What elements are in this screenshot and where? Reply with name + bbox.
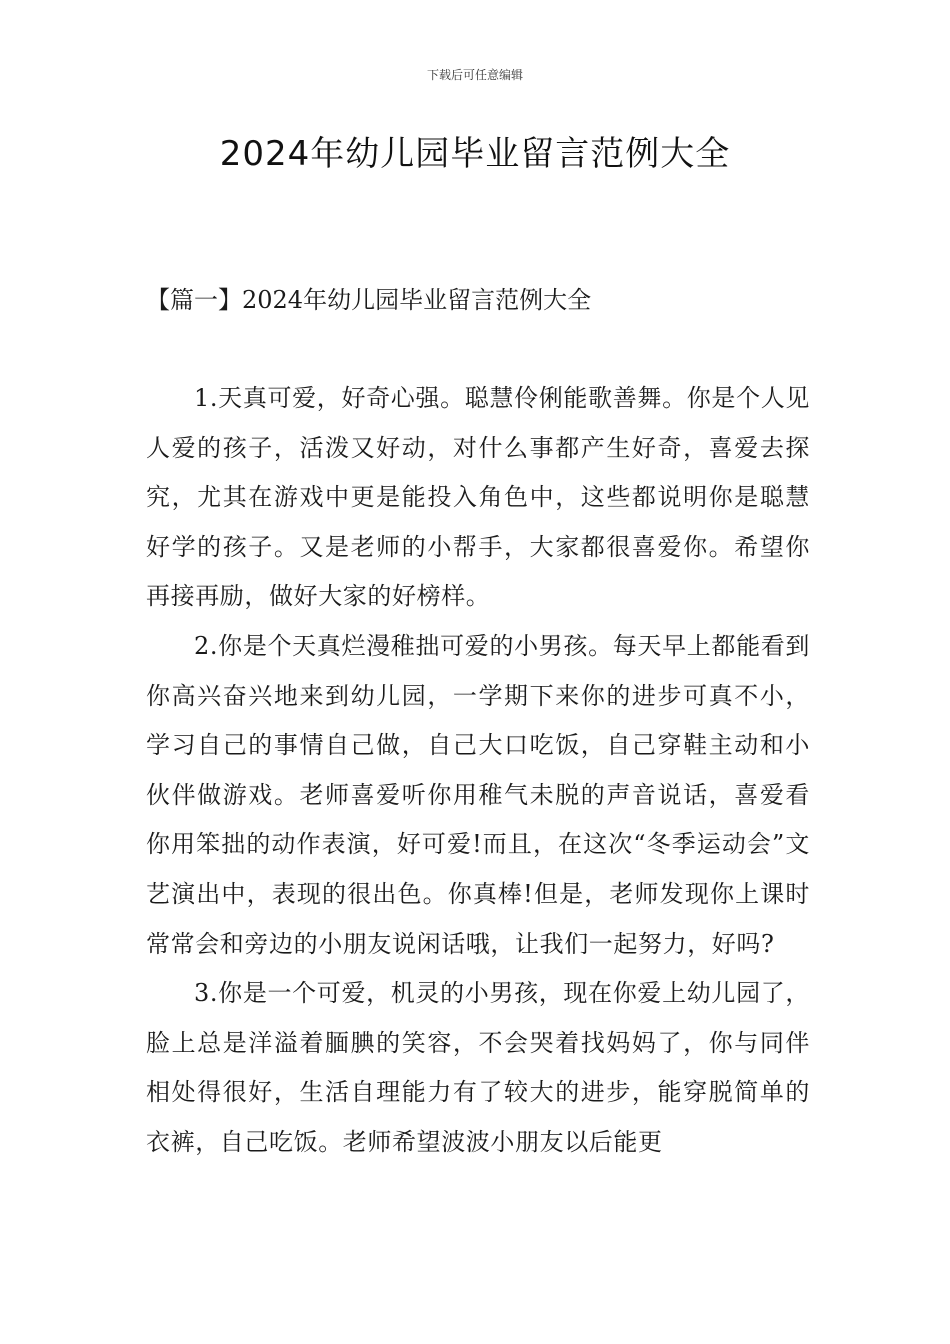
section-heading: 【篇一】2024年幼儿园毕业留言范例大全: [146, 286, 592, 314]
paragraph-1: 1.天真可爱，好奇心强。聪慧伶俐能歌善舞。你是个人见人爱的孩子，活泼又好动，对什么事都产生好奇，喜爱去探究，尤其在游戏中更是能投入角色中，这些都说明你是聪慧好学的孩子。又是老师的小帮手，大家都很喜爱你。希望你再接再励，做好大家的好榜样。: [146, 384, 810, 611]
body-text: [146, 374, 810, 1168]
paragraph-2: 2.你是个天真烂漫稚拙可爱的小男孩。每天早上都能看到你高兴奋兴地来到幼儿园，一学期下来你的进步可真不小，学习自己的事情自己做，自己大口吃饭，自己穿鞋主动和小伙伴做游戏。老师喜爱听你用稚气未脱的声音说话，喜爱看你用笨拙的动作表演，好可爱!而且，在这次“冬季运动会”文艺演出中，表现的很出色。你真棒!但是，老师发现你上课时常常会和旁边的小朋友说闲话哦，让我们一起努力，好吗?: [146, 631, 810, 958]
header-note: 下载后可任意编辑: [426, 68, 523, 82]
paragraph-3: 3.你是一个可爱，机灵的小男孩，现在你爱上幼儿园了，脸上总是洋溢着腼腆的笑容，不会哭着找妈妈了，你与同伴相处得很好，生活自理能力有了较大的进步，能穿脱简单的衣裤，自己吃饭。老师希望波波小朋友以后能更: [146, 979, 810, 1156]
document-title: 2024年幼儿园毕业留言范例大全: [219, 134, 731, 174]
